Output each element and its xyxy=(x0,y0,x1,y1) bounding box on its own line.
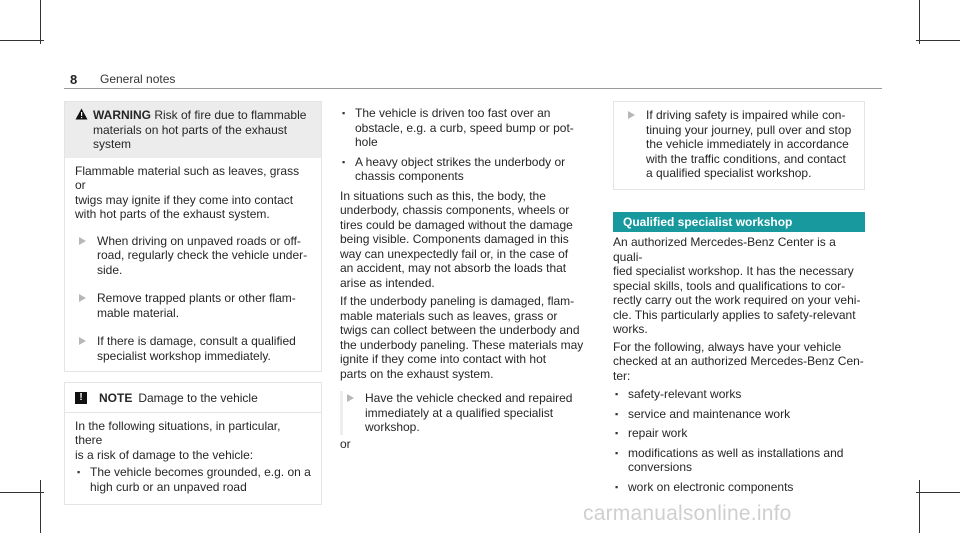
or-text: or xyxy=(340,436,351,451)
column-2 xyxy=(340,106,602,451)
page-number: 8 xyxy=(70,72,78,87)
action-step: Remove trapped plants or other flam- mable material. xyxy=(75,291,311,320)
step-arrow-icon xyxy=(75,291,91,305)
paragraph: An authorized Mercedes-Benz Center is a quali- fied specialist workshop. It has the necessary special skills, tools and qualifications to cor- rectly carry out the work required on your vehi- cle. This particularly applies to safety-relevant works. xyxy=(613,235,861,336)
crop-mark xyxy=(40,480,41,533)
warning-triangle-icon xyxy=(75,108,93,152)
note-box xyxy=(64,382,322,505)
exclamation-icon: ! xyxy=(75,392,87,404)
note-header xyxy=(65,383,321,413)
warning-label: WARNING xyxy=(93,108,151,122)
paragraph: If the underbody paneling is damaged, flam- mable materials such as leaves, grass or twigs can collect between the underbody and the underbody paneling. These materials may ignite if they come into contact with hot parts on the exhaust system. xyxy=(340,294,584,381)
step-arrow-icon xyxy=(75,334,91,348)
note-label: NOTE xyxy=(99,391,133,405)
list-item: ▪ service and maintenance work xyxy=(613,407,865,422)
watermark: carmanualsonline.info xyxy=(583,502,792,525)
running-head: General notes xyxy=(100,72,176,86)
step-arrow-icon xyxy=(75,234,91,248)
crop-mark xyxy=(0,492,44,493)
list-item: ▪ The vehicle becomes grounded, e.g. on a high curb or an unpaved road xyxy=(75,465,311,494)
list-item: ▪ repair work xyxy=(613,426,865,441)
list-item: ▪ A heavy object strikes the underbody or chassis components xyxy=(340,155,602,184)
column-1 xyxy=(64,101,322,505)
workshop-bullet-list xyxy=(613,387,865,494)
section-heading: Qualified specialist workshop xyxy=(613,212,865,233)
step-arrow-icon xyxy=(624,108,640,122)
crop-mark xyxy=(0,40,44,41)
warning-title: WARNING Risk of fire due to flammable materials on hot parts of the exhaust system xyxy=(93,108,307,151)
action-step: If driving safety is impaired while con- tinuing your journey, pull over and stop the vehicle immediately in accordance with the traffic conditions, and contact a qualified specialist workshop. xyxy=(624,108,854,181)
step-arrow-icon xyxy=(343,391,359,405)
action-step: Have the vehicle checked and repaired immediately at a qualified specialist workshop. xyxy=(340,391,602,435)
crop-mark xyxy=(919,0,920,44)
list-item: ▪ work on electronic components xyxy=(613,480,865,495)
action-step: When driving on unpaved roads or off- road, regularly check the vehicle under- side. xyxy=(75,234,311,278)
step-box xyxy=(613,101,865,190)
note-bullet-list xyxy=(75,465,311,494)
paragraph: For the following, always have your vehicle checked at an authorized Mercedes-Benz Cen- ter: xyxy=(613,339,864,383)
action-step: If there is damage, consult a qualified specialist workshop immediately. xyxy=(75,334,311,363)
list-item: ▪ The vehicle is driven too fast over an obstacle, e.g. a curb, speed bump or pot- hole xyxy=(340,106,602,150)
note-title: Damage to the vehicle xyxy=(138,391,258,405)
crop-mark xyxy=(40,0,41,44)
damage-bullet-list xyxy=(340,106,602,184)
crop-mark xyxy=(919,480,920,533)
crop-mark xyxy=(916,492,960,493)
warning-box xyxy=(64,101,322,372)
note-body: In the following situations, in particular, there is a risk of damage to the vehicle: ▪ The vehicle becomes grounded, e.g. on a high curb or an unpaved road xyxy=(65,413,321,505)
list-item: ▪ modifications as well as installations and conversions xyxy=(613,446,865,475)
column-3 xyxy=(613,101,865,494)
warning-body: Flammable material such as leaves, grass or twigs may ignite if they come into contact with hot parts of the exhaust system. When driving on unpaved roads or off- road, regularly check the vehicle under- side. Remove trapped plants or other flam- mable material. If there is damage, consult a qualified specialist workshop immediately. xyxy=(65,158,321,372)
header-rule xyxy=(64,88,882,89)
crop-mark xyxy=(916,40,960,41)
paragraph: In situations such as this, the body, the underbody, chassis components, wheels or tires could be damaged without the damage being visible. Components damaged in this way can unexpectedly fail or, in the case of an accident, may not absorb the loads that arise as intended. xyxy=(340,188,573,290)
warning-header xyxy=(65,102,321,158)
list-item: ▪ safety-relevant works xyxy=(613,387,865,402)
